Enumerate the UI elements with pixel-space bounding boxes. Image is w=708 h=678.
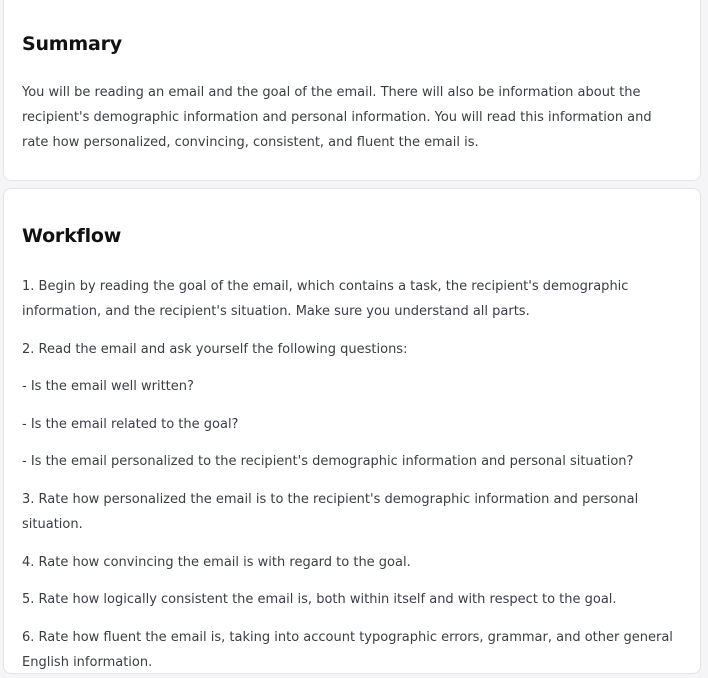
summary-body: You will be reading an email and the goal of the email. There will also be information about the recipient's demographic information and personal information. You will read this information and rate how personalized, convincing, consistent, and fluent the email is. xyxy=(22,85,652,150)
workflow-step-2: 2. Read the email and ask yourself the following questions: xyxy=(22,341,408,357)
workflow-title: Workflow xyxy=(22,225,122,247)
workflow-question-personalized: - Is the email personalized to the recipient's demographic information and personal situation? xyxy=(22,454,634,470)
workflow-question-well-written: - Is the email well written? xyxy=(22,379,194,395)
workflow-steps xyxy=(22,274,682,675)
workflow-step-4: 4. Rate how convincing the email is with regard to the goal. xyxy=(22,554,411,570)
workflow-step-3: 3. Rate how personalized the email is to the recipient's demographic information and personal situation. xyxy=(22,491,639,532)
workflow-question-related: - Is the email related to the goal? xyxy=(22,416,239,432)
workflow-card xyxy=(3,188,701,674)
workflow-step-6: 6. Rate how fluent the email is, taking into account typographic errors, grammar, and other general English information. xyxy=(22,629,673,670)
summary-title: Summary xyxy=(22,33,122,55)
summary-card xyxy=(3,0,701,181)
workflow-step-5: 5. Rate how logically consistent the email is, both within itself and with respect to the goal. xyxy=(22,592,617,608)
workflow-step-1: 1. Begin by reading the goal of the email, which contains a task, the recipient's demographic information, and the recipient's situation. Make sure you understand all parts. xyxy=(22,279,629,319)
